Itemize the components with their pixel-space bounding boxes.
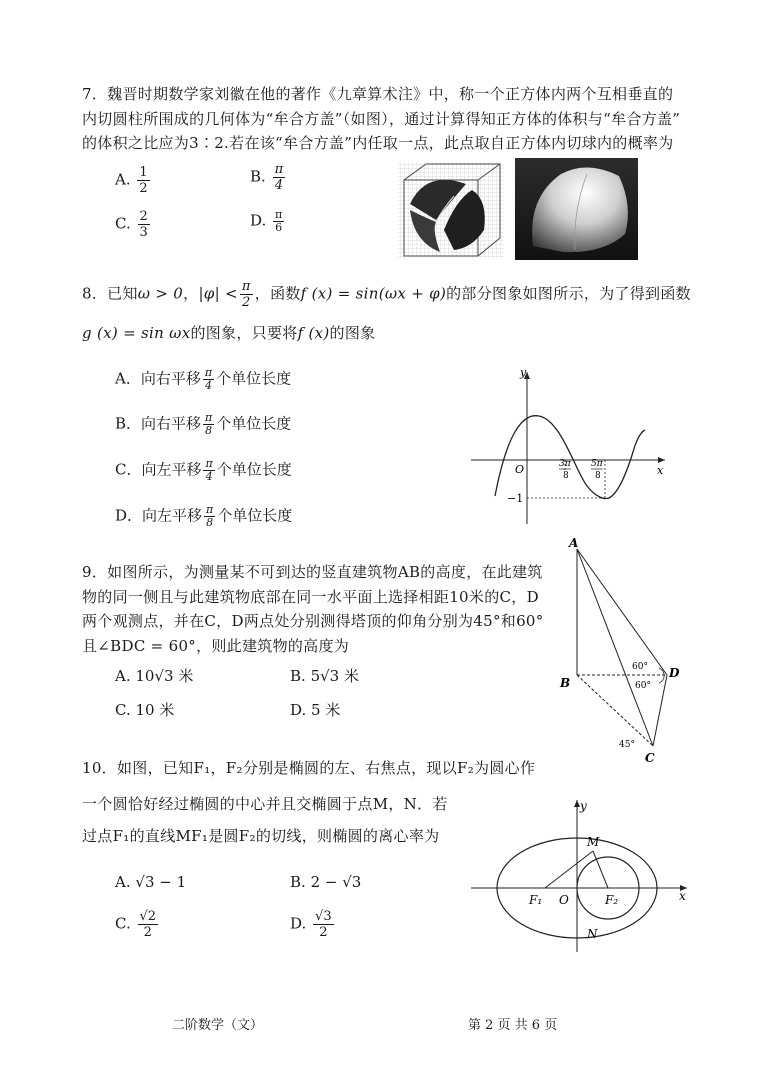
q10-option-d: D. $\frac{√3}{2}$ (290, 909, 332, 940)
q7-line-2: 内切圆柱所围成的几何体为“牟合方盖”（如图），通过计算得知正方体的体积与“牟合方盖” (82, 110, 681, 128)
q8-y-label: y (520, 366, 527, 379)
q10-line-1: 10．如图，已知F₁，F₂分别是椭圆的左、右焦点，现以F₂为圆心作 (82, 759, 536, 777)
q9-option-c: C. 10 米 (115, 701, 175, 719)
q8-sine-curve (495, 416, 645, 499)
q9-point-d: D (669, 666, 680, 680)
q7-option-a-label: A. (115, 170, 131, 189)
q8-ymin-label: −1 (507, 492, 524, 505)
q8-line-1: 8．已知ω > 0，|φ| < $\frac{\pi}{2}$ ，函数f (x) = sin(ωx + φ)的部分图象如图所示，为了得到函数 (82, 279, 691, 310)
q10-y-label: y (580, 799, 587, 813)
q9-line-4: 且∠BDC = 60°，则此建筑物的高度为 (82, 637, 350, 655)
q9-tower-figure (555, 535, 705, 767)
q10-option-b: B. 2 − √3 (290, 873, 362, 891)
q8-option-c: C．向左平移 $\frac{\pi}{4}$ 个单位长度 (115, 457, 292, 483)
q8-origin-label: O (515, 463, 525, 476)
q9-point-a: A (569, 536, 579, 550)
footer-subject: 二阶数学（文） (172, 1018, 264, 1033)
q10-line-2: 一个圆恰好经过椭圆的中心并且交椭圆于点M，N．若 (82, 795, 448, 813)
q7-solid-figure (515, 158, 638, 260)
q8-tick-3pi8-num: 3π (559, 459, 571, 469)
q9-angle-60-top: 60° (632, 662, 648, 672)
q7-option-d (250, 209, 286, 234)
q10-option-a: A. √3 − 1 (115, 873, 187, 891)
q7-option-c-label: C. (115, 214, 131, 233)
q7-option-c (115, 209, 152, 240)
q7-line-3: 的体积之比应为3∶2.若在该“牟合方盖”内任取一点，此点取自正方体内切球内的概率为 (82, 134, 674, 152)
q9-line-2: 物的同一侧且与此建筑物底部在同一水平面上选择相距10米的C，D (82, 588, 539, 606)
q8-tick-3pi8-den: 8 (563, 471, 569, 481)
q10-point-n: N (587, 927, 598, 941)
q9-point-b: B (560, 676, 571, 690)
q7-option-b (250, 162, 287, 193)
q8-x-label: x (657, 464, 664, 477)
q8-tick-5pi8-den: 8 (595, 471, 601, 481)
q7-option-b-label: B. (250, 167, 266, 186)
q9-line-1: 9．如图所示，为测量某不可到达的竖直建筑物AB的高度，在此建筑 (82, 563, 543, 581)
q10-f2-label: F₂ (605, 893, 619, 907)
footer-page-number: 第 2 页 共 6 页 (468, 1018, 558, 1033)
q10-f1-label: F₁ (529, 893, 543, 907)
q9-angle-45: 45° (619, 740, 635, 750)
q7-option-a (115, 165, 152, 196)
q9-angle-60-bottom: 60° (635, 681, 651, 691)
q7-option-c-fraction: $\frac{2}{3}$ (139, 209, 148, 240)
q9-point-c: C (645, 751, 655, 765)
q7-option-a-fraction: $\frac{1}{2}$ (139, 165, 148, 196)
q10-point-m: M (587, 835, 600, 849)
q10-x-label: x (679, 889, 686, 903)
q9-line-3: 两个观测点，并在C，D两点处分别测得塔顶的仰角分别为45°和60° (82, 612, 544, 630)
q8-sine-graph (465, 362, 680, 532)
q8-option-d: D．向左平移 $\frac{\pi}{8}$ 个单位长度 (115, 503, 293, 529)
q8-pi-over-2: $\frac{\pi}{2}$ (241, 279, 251, 310)
q8-tick-5pi8-num: 5π (591, 459, 603, 469)
q10-line-3: 过点F₁的直线MF₁是圆F₂的切线，则椭圆的离心率为 (82, 827, 440, 845)
q8-line-2: g (x) = sin ωx的图象，只要将f (x)的图象 (82, 324, 376, 342)
q7-line-1: 7．魏晋时期数学家刘徽在他的著作《九章算术注》中，称一个正方体内两个互相垂直的 (82, 85, 674, 103)
q7-option-d-label: D. (250, 211, 267, 230)
q8-option-b: B．向右平移 $\frac{\pi}{8}$ 个单位长度 (115, 411, 292, 437)
q7-option-d-fraction: $\frac{\pi}{6}$ (275, 208, 283, 234)
q9-option-d: D. 5 米 (290, 701, 341, 719)
q7-option-b-fraction: $\frac{\pi}{4}$ (274, 162, 284, 193)
q10-option-c: C. $\frac{√2}{2}$ (115, 909, 157, 940)
q10-origin-label: O (559, 893, 569, 907)
q10-ellipse-figure (465, 792, 695, 962)
q9-option-a: A. 10√3 米 (115, 667, 194, 685)
q7-cube-figure (396, 160, 506, 260)
q8-option-a: A．向右平移 $\frac{\pi}{4}$ 个单位长度 (115, 366, 292, 392)
q9-option-b: B. 5√3 米 (290, 667, 359, 685)
